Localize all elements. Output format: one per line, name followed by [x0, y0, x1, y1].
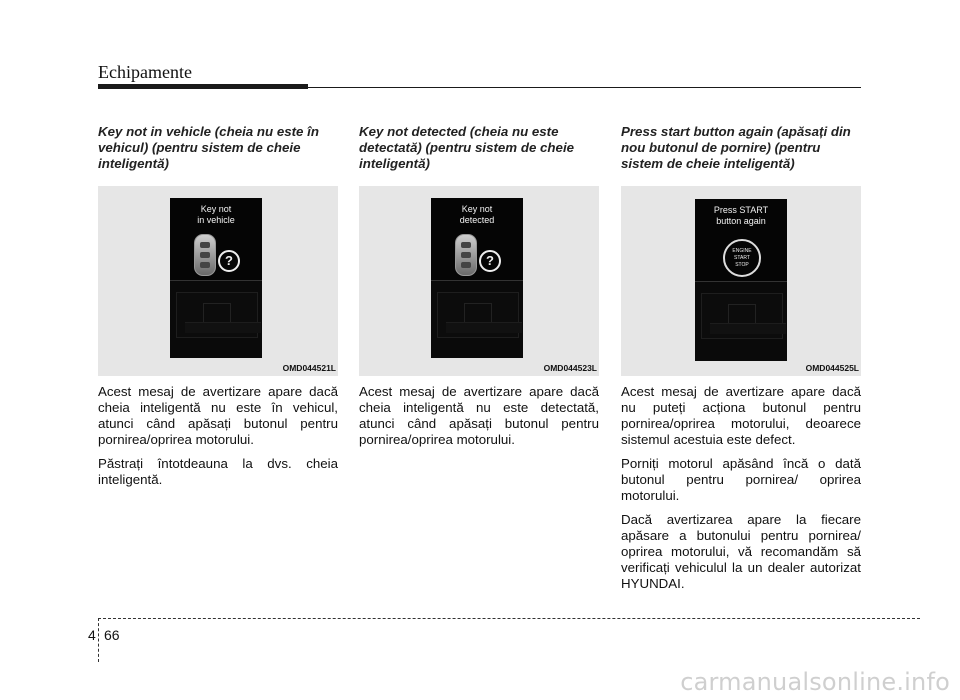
- gauge-area: [437, 292, 519, 338]
- figure-press-start-again: [621, 186, 861, 376]
- figure-code: OMD044523L: [543, 363, 597, 373]
- footer-rule: [98, 618, 920, 619]
- gauge-area: [176, 292, 258, 338]
- body-paragraph: Acest mesaj de avertizare apare dacă nu puteți acționa butonul pentru pornirea/oprirea motorului, deoarece sistemul acestuia este defect.: [621, 384, 861, 447]
- column-heading: Key not in vehicle (cheia nu este în vehicul) (pentru sistem de cheie inteligentă): [98, 124, 319, 171]
- gauge-area: [701, 293, 783, 339]
- column-key-not-detected: [359, 124, 599, 448]
- figure-code: OMD044521L: [282, 363, 336, 373]
- figure-key-not-in-vehicle: [98, 186, 338, 376]
- question-mark-icon: ?: [218, 250, 240, 272]
- display-message: Key not detected: [459, 204, 495, 225]
- body-paragraph: Acest mesaj de avertizare apare dacă cheia inteligentă nu este în vehicul, atunci când apăsați butonul pentru pornirea/oprirea motorului.: [98, 384, 338, 447]
- section-title: Echipamente: [98, 62, 192, 82]
- column-heading: Key not detected (cheia nu este detectată) (pentru sistem de cheie inteligentă): [359, 124, 575, 171]
- cluster-display: [695, 199, 787, 361]
- body-paragraph: Acest mesaj de avertizare apare dacă cheia inteligentă nu este detectată, atunci când apăsați butonul pentru pornirea/oprirea motorului.: [359, 384, 599, 447]
- section-number: 4: [88, 627, 96, 643]
- question-mark-icon: ?: [479, 250, 501, 272]
- figure-code: OMD044525L: [805, 363, 859, 373]
- footer-divider: [98, 618, 99, 662]
- page-number: 66: [104, 627, 120, 643]
- header-rule: [98, 87, 861, 88]
- column-key-not-in-vehicle: [98, 124, 338, 488]
- display-message: Press START button again: [713, 205, 769, 226]
- body-paragraph: Dacă avertizarea apare la fiecare apăsare a butonului pentru pornirea/ oprirea motorului, vă recomandăm să verificați vehiculul la un dealer autorizat HYUNDAI.: [621, 512, 861, 591]
- cluster-display: [170, 198, 262, 358]
- watermark-text: carmanualsonline.info: [680, 668, 950, 696]
- cluster-display: [431, 198, 523, 358]
- column-press-start-again: [621, 124, 861, 592]
- body-paragraph: Păstrați întotdeauna la dvs. cheia inteligentă.: [98, 456, 338, 487]
- figure-key-not-detected: [359, 186, 599, 376]
- display-message: Key not in vehicle: [197, 204, 235, 225]
- smart-key-icon: [455, 234, 477, 276]
- engine-start-stop-icon: ENGINE START STOP: [723, 239, 761, 277]
- column-heading: Press start button again (apăsați din nou butonul de pornire) (pentru sistem de cheie inteligentă): [621, 124, 851, 171]
- smart-key-icon: [194, 234, 216, 276]
- body-paragraph: Porniți motorul apăsând încă o dată butonul pentru pornirea/ oprirea motorului.: [621, 456, 861, 503]
